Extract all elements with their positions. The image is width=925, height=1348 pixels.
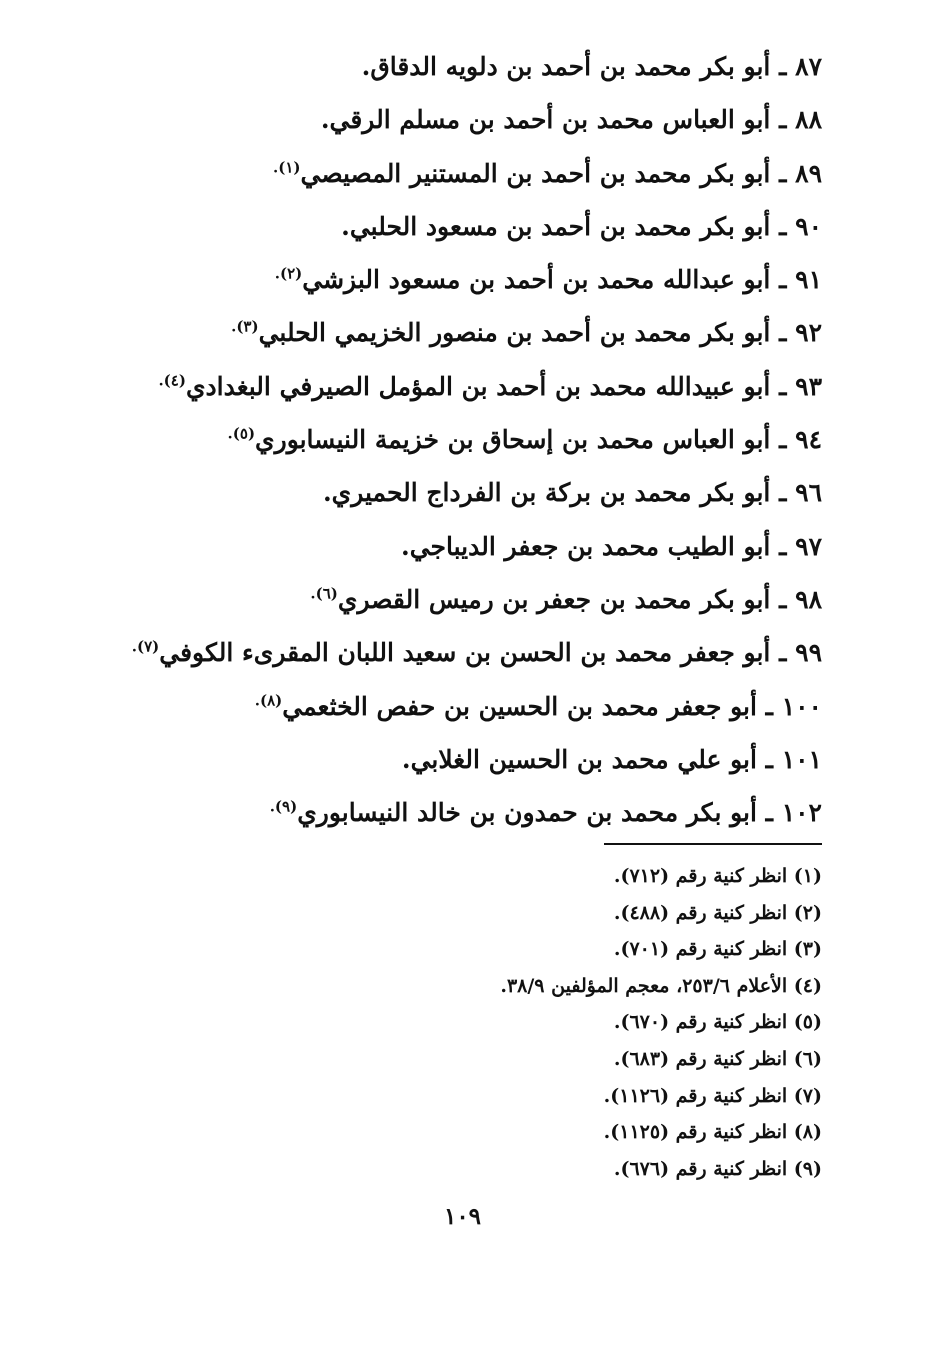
entry-separator: ـ (779, 265, 787, 295)
footnote-ref: (٦). (310, 584, 338, 603)
footnote-ref: (٤). (158, 371, 186, 390)
footnote-number: (٧) (793, 1084, 822, 1107)
entry-separator: ـ (765, 798, 773, 828)
footnote-number: (١) (793, 865, 822, 887)
footnote-ref: (٨). (254, 691, 283, 710)
footnotes-list (102, 858, 822, 1187)
narrator-entry (42, 147, 822, 200)
footnote-divider (604, 843, 822, 845)
entry-number: ٩١ (795, 265, 822, 295)
narrator-entry (42, 253, 822, 306)
entry-text: أبو العباس محمد بن أحمد بن مسلم الرقي. (320, 105, 771, 135)
footnote-text: الأعلام ٢٥٣/٦، معجم المؤلفين ٣٨/٩. (500, 974, 788, 997)
narrator-entry (42, 466, 822, 519)
footnote-ref: (١). (273, 158, 301, 177)
entry-text: أبو بكر محمد بن أحمد بن المستنير المصيصي (300, 158, 771, 188)
footnote-number: (٨) (793, 1121, 822, 1144)
entry-separator: ـ (779, 425, 787, 455)
entry-text: أبو العباس محمد بن إسحاق بن خزيمة النيسابوري (255, 425, 771, 455)
footnote-text: انظر كنية رقم (١١٢٦). (603, 1084, 788, 1107)
footnote-number: (٦) (793, 1047, 822, 1070)
footnote (102, 931, 822, 968)
narrator-entry (42, 93, 822, 146)
narrator-list (42, 40, 822, 839)
entry-text: أبو بكر محمد بن جعفر بن رميس القصري (337, 584, 771, 614)
entry-number: ٨٩ (795, 158, 822, 188)
footnote (102, 1114, 822, 1151)
entry-text: أبو جعفر محمد بن الحسن بن سعيد اللبان المقرىء الكوفي (159, 638, 771, 668)
entry-text: أبو بكر محمد بن أحمد بن دلويه الدقاق. (361, 52, 771, 81)
entry-text: أبو عبدالله محمد بن أحمد بن مسعود البزشي (302, 265, 771, 295)
narrator-entry (42, 360, 822, 413)
entry-number: ٩٦ (795, 478, 822, 508)
footnote (102, 1041, 822, 1078)
entry-number: ٩٨ (795, 584, 822, 614)
footnote-text: انظر كنية رقم (٦٧٦). (613, 1157, 788, 1180)
narrator-entry (42, 306, 822, 359)
entry-separator: ـ (779, 105, 787, 135)
narrator-entry (42, 413, 822, 466)
narrator-entry (42, 680, 822, 733)
narrator-entry (42, 520, 822, 573)
entry-separator: ـ (779, 531, 787, 561)
footnote-number: (٢) (793, 901, 822, 924)
footnote (102, 895, 822, 932)
entry-separator: ـ (779, 158, 787, 188)
page-number: ١٠٩ (443, 1203, 482, 1230)
footnote-number: (٤) (793, 974, 822, 997)
footnote-ref: (٢). (274, 264, 303, 283)
footnote-text: انظر كنية رقم (٤٨٨). (613, 901, 788, 924)
footnote-text: انظر كنية رقم (٦٧٠). (613, 1011, 788, 1034)
narrator-entry (42, 573, 822, 626)
footnote (102, 1078, 822, 1115)
footnote (102, 1151, 822, 1188)
entry-separator: ـ (765, 691, 773, 721)
narrator-entry (42, 626, 822, 679)
entry-separator: ـ (779, 584, 787, 614)
footnote-number: (٥) (793, 1011, 822, 1034)
entry-number: ١٠٢ (781, 798, 822, 828)
entry-text: أبو بكر محمد بن بركة بن الفرداج الحميري. (322, 478, 771, 508)
entry-text: أبو بكر محمد بن حمدون بن خالد النيسابوري (297, 798, 757, 828)
footnote-ref: (٣). (231, 318, 259, 337)
entry-text: أبو عبيدالله محمد بن أحمد بن المؤمل الصيرفي البغدادي (185, 371, 771, 401)
narrator-entry (42, 200, 822, 253)
footnote-number: (٣) (793, 938, 822, 961)
entry-text: أبو علي محمد بن الحسين الغلابي. (401, 744, 757, 774)
narrator-entry (42, 733, 822, 786)
entry-separator: ـ (765, 744, 773, 774)
footnote-number: (٩) (793, 1157, 822, 1180)
entry-text: أبو بكر محمد بن أحمد بن مسعود الحلبي. (341, 211, 771, 241)
footnote (102, 968, 822, 1005)
entry-number: ٩٧ (795, 531, 822, 561)
entry-text: أبو بكر محمد بن أحمد بن منصور الخزيمي الحلبي (258, 318, 771, 348)
entry-number: ٩٤ (795, 425, 822, 455)
footnote-ref: (٧). (131, 637, 160, 656)
entry-separator: ـ (779, 52, 787, 81)
entry-separator: ـ (779, 478, 787, 508)
entry-number: ٩٣ (795, 371, 822, 401)
entry-number: ٩٩ (795, 638, 822, 668)
entry-text: أبو الطيب محمد بن جعفر الديباجي. (401, 531, 771, 561)
entry-separator: ـ (779, 211, 787, 241)
entry-text: أبو جعفر محمد بن الحسين بن حفص الخثعمي (282, 691, 757, 721)
footnote-text: انظر كنية رقم (١١٢٥). (603, 1121, 788, 1144)
entry-number: ٨٧ (795, 52, 822, 81)
footnote (102, 1004, 822, 1041)
entry-number: ١٠٠ (781, 691, 822, 721)
entry-number: ١٠١ (781, 744, 822, 774)
entry-number: ٨٨ (795, 105, 822, 135)
footnote-text: انظر كنية رقم (٧٠١). (613, 938, 788, 961)
entry-separator: ـ (779, 371, 787, 401)
entry-separator: ـ (779, 318, 787, 348)
narrator-entry (42, 40, 822, 93)
footnote-ref: (٥). (227, 424, 256, 443)
entry-number: ٩٠ (795, 211, 822, 241)
footnote-ref: (٩). (269, 797, 298, 816)
footnote (102, 858, 822, 895)
entry-separator: ـ (779, 638, 787, 668)
entry-number: ٩٢ (795, 318, 822, 348)
footnote-text: انظر كنية رقم (٦٨٣). (613, 1047, 788, 1070)
footnote-text: انظر كنية رقم (٧١٢). (613, 865, 788, 887)
narrator-entry (42, 786, 822, 839)
